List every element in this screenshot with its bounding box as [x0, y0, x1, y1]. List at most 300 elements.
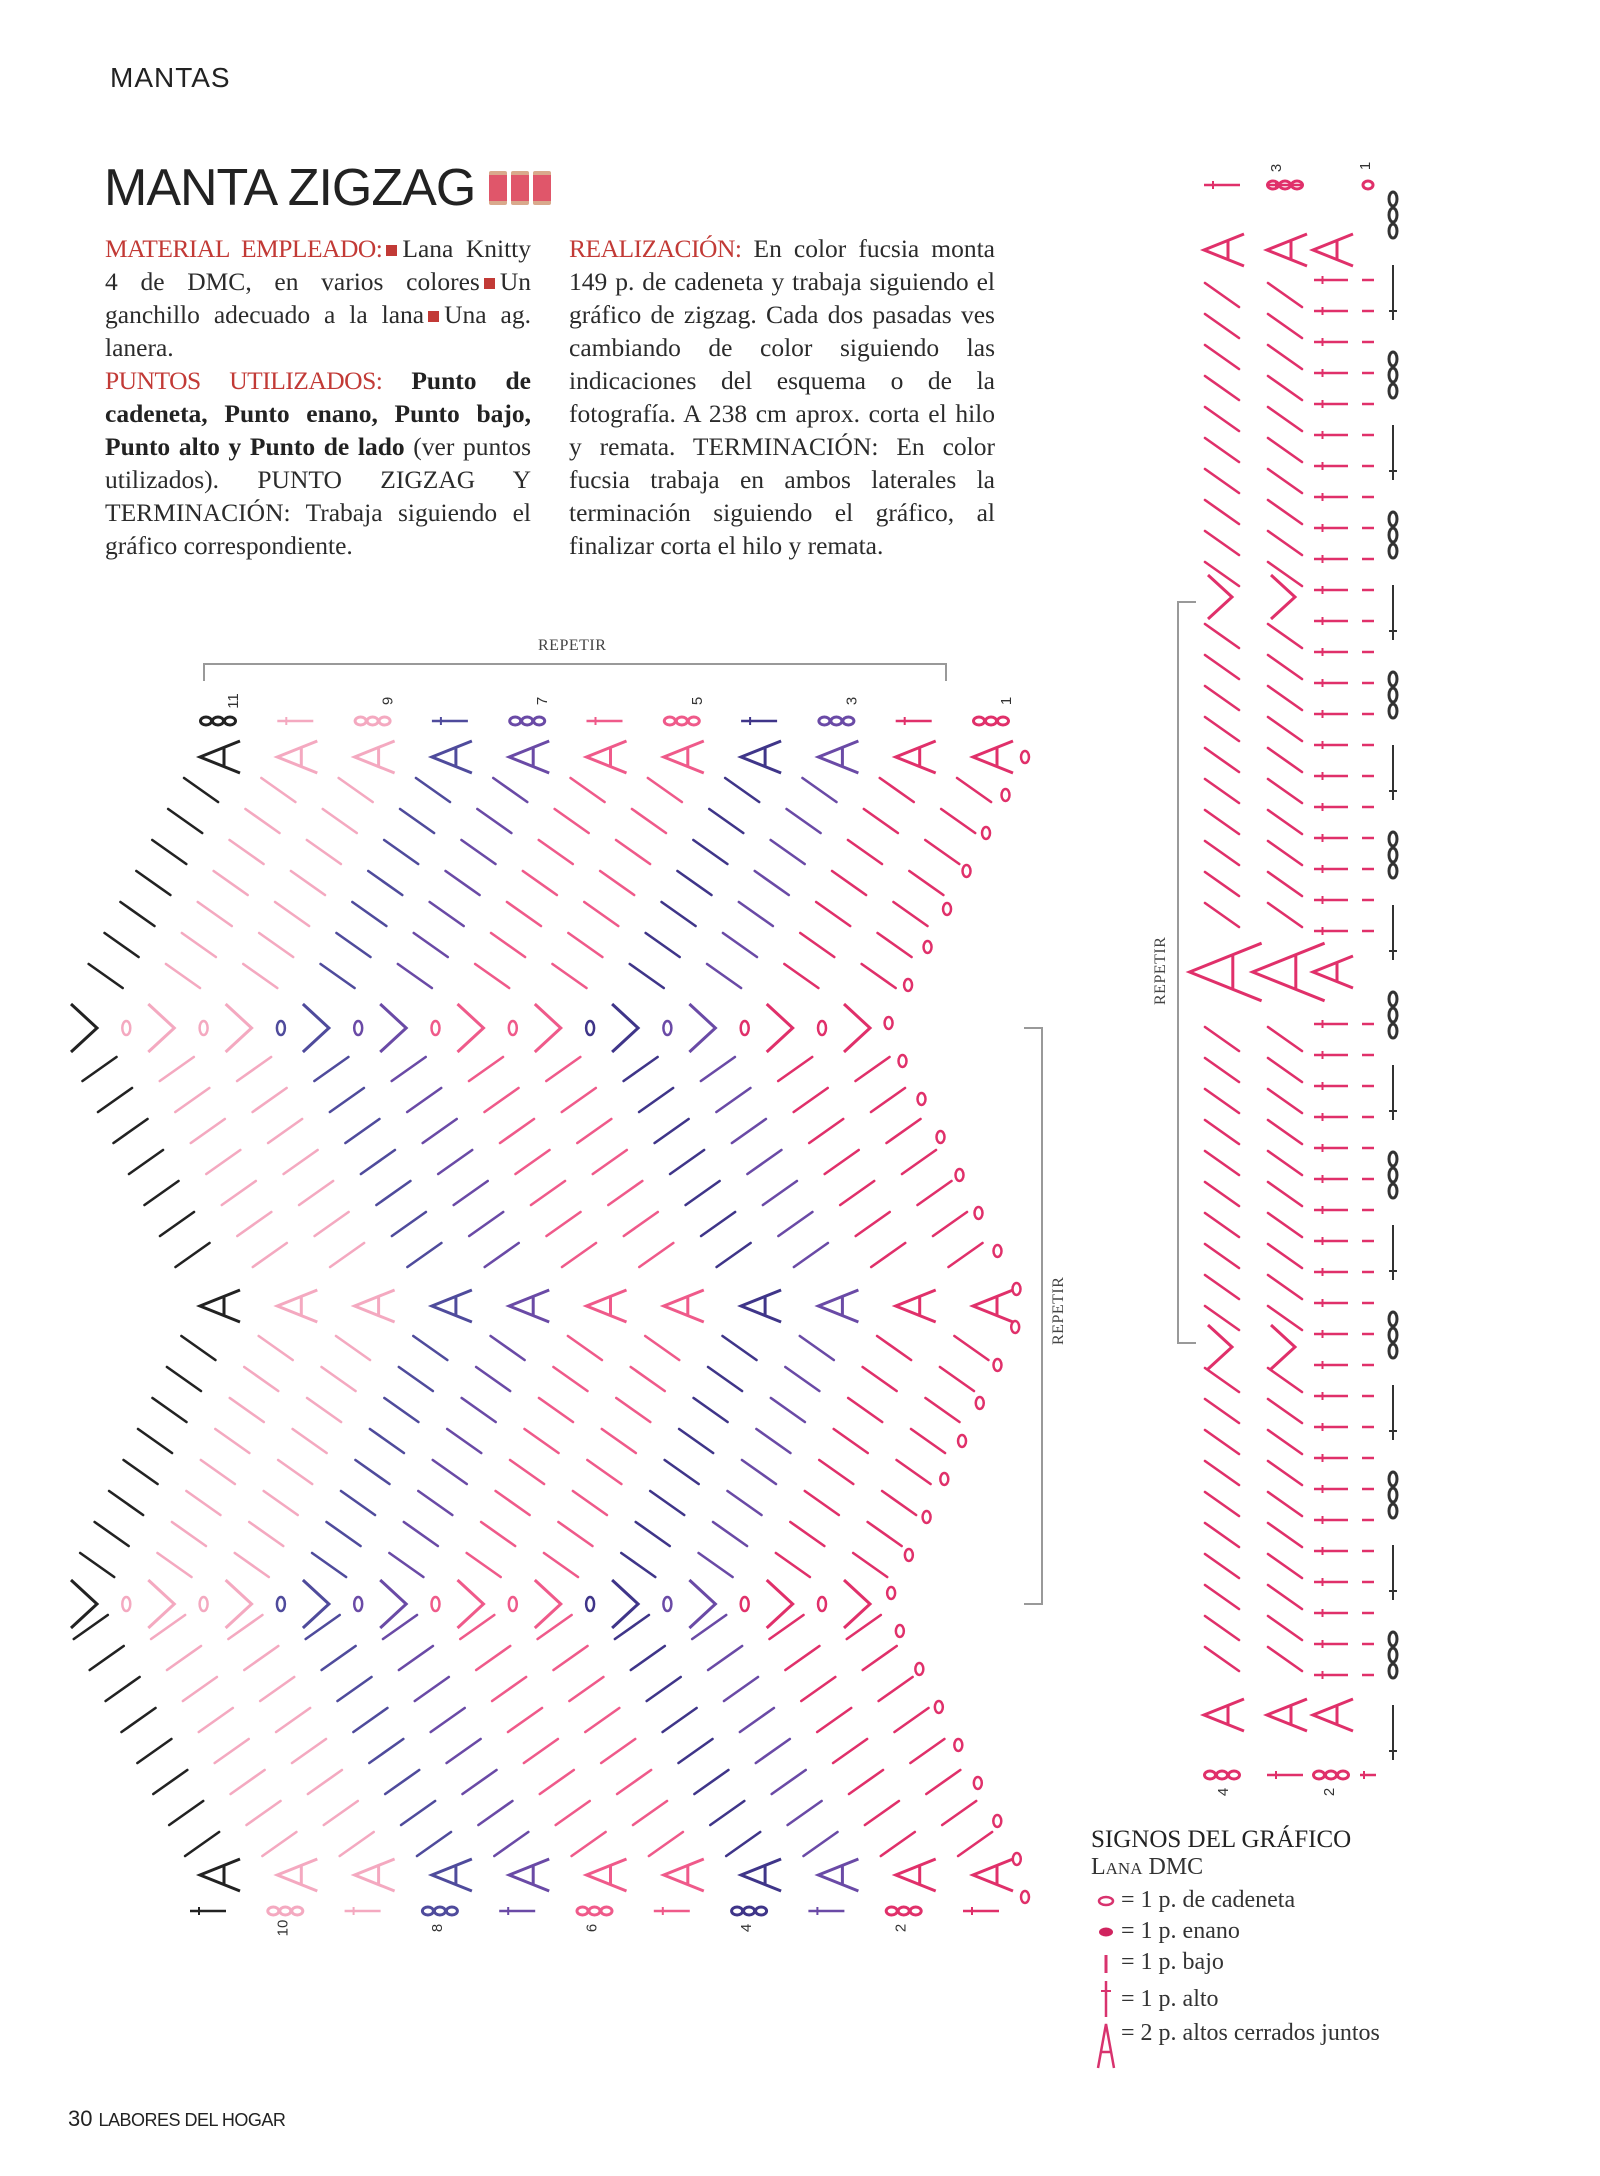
double-crochet-mark: [800, 933, 834, 957]
dc2tog-mark: [200, 741, 240, 773]
chain-stitch-mark: [915, 1663, 923, 1675]
double-crochet-mark: [784, 964, 818, 988]
row-number: 1: [998, 696, 1015, 706]
chain-stitch-mark: [1338, 1771, 1349, 1779]
chain-stitch-mark: [1389, 224, 1397, 238]
chevron-mark: [458, 1004, 484, 1052]
chain-stitch-mark: [586, 1021, 594, 1035]
double-crochet-mark: [649, 1832, 683, 1856]
double-crochet-mark: [352, 902, 386, 926]
chain-stitch-mark: [918, 1093, 926, 1105]
double-crochet-mark: [392, 1057, 426, 1081]
double-crochet-mark: [713, 1522, 747, 1546]
double-crochet-mark: [663, 1708, 697, 1732]
double-crochet-mark: [1268, 1058, 1302, 1082]
chain-stitch-mark: [422, 1907, 433, 1915]
chevron-mark: [458, 1580, 484, 1628]
chain-stitch-mark: [510, 717, 521, 725]
chain-stitch-mark: [577, 1907, 588, 1915]
row-number: 3: [843, 696, 861, 706]
double-crochet-mark: [1268, 438, 1302, 462]
material-item: Un ganchillo adecuado a la lana: [105, 267, 531, 329]
magazine-name: LABORES DEL HOGAR: [98, 2110, 286, 2130]
double-crochet-mark: [708, 1367, 742, 1391]
double-crochet-mark: [312, 1553, 346, 1577]
double-crochet-mark: [400, 809, 434, 833]
double-crochet-mark: [723, 933, 757, 957]
chain-stitch-mark: [819, 717, 830, 725]
dc2tog-mark: [277, 741, 317, 773]
double-crochet-mark: [462, 1398, 496, 1422]
double-crochet-mark: [577, 1119, 611, 1143]
legend-title: SIGNOS DEL GRÁFICO: [1091, 1826, 1352, 1853]
double-crochet-mark: [709, 809, 743, 833]
double-crochet-mark: [1268, 1523, 1302, 1547]
double-crochet-mark: [401, 1801, 435, 1825]
chain-stitch-mark: [1389, 1344, 1397, 1358]
chain-stitch-mark: [1389, 512, 1397, 526]
chain-stitch-mark: [1389, 208, 1397, 222]
chevron-mark: [767, 1004, 793, 1052]
double-crochet-mark: [692, 1615, 726, 1639]
double-crochet-mark: [95, 1522, 129, 1546]
double-crochet-mark: [679, 1429, 713, 1453]
chevron-mark: [380, 1004, 406, 1052]
chevron-mark: [612, 1004, 638, 1052]
double-crochet-mark: [646, 933, 680, 957]
chart-legend: [1091, 1826, 1380, 2068]
double-crochet-mark: [183, 1677, 217, 1701]
chain-stitch-mark: [1314, 1771, 1325, 1779]
double-crochet-mark: [74, 1615, 108, 1639]
dc2tog-mark: [896, 1290, 936, 1322]
double-crochet-mark: [404, 1522, 438, 1546]
double-crochet-mark: [507, 902, 541, 926]
double-crochet-mark: [801, 1677, 835, 1701]
double-crochet-mark: [902, 1150, 936, 1174]
row-number: 11: [225, 693, 242, 709]
dc2tog-mark: [587, 1290, 627, 1322]
double-crochet-mark: [415, 1677, 449, 1701]
chevron-mark: [612, 1580, 638, 1628]
dc2tog-mark: [664, 741, 704, 773]
double-crochet-mark: [794, 1243, 828, 1267]
double-crochet-mark: [244, 1367, 278, 1391]
double-crochet-mark: [571, 778, 605, 802]
double-crochet-mark: [323, 809, 357, 833]
chevron-mark: [844, 1580, 870, 1628]
double-crochet-mark: [562, 1243, 596, 1267]
chain-stitch-mark: [355, 717, 366, 725]
double-crochet-mark: [1205, 686, 1239, 710]
border-repeat-label: REPETIR: [1152, 936, 1169, 1005]
double-crochet-mark: [817, 1708, 851, 1732]
chain-stitch-mark: [887, 1587, 895, 1599]
chevron-mark: [1208, 575, 1232, 619]
double-crochet-mark: [361, 1150, 395, 1174]
double-crochet-mark: [152, 1398, 186, 1422]
double-crochet-mark: [1205, 1492, 1239, 1516]
chain-stitch-mark: [986, 717, 997, 725]
double-crochet-mark: [90, 1646, 124, 1670]
double-crochet-mark: [340, 1832, 374, 1856]
double-crochet-mark: [710, 1801, 744, 1825]
double-crochet-mark: [336, 1336, 370, 1360]
chain-stitch-mark: [354, 1597, 362, 1611]
double-crochet-mark: [717, 1243, 751, 1267]
dc2tog-mark: [664, 1290, 704, 1322]
double-crochet-mark: [447, 1429, 481, 1453]
dc2tog-mark: [1313, 956, 1353, 988]
double-crochet-mark: [137, 1739, 171, 1763]
double-crochet-mark: [572, 1832, 606, 1856]
double-crochet-mark: [185, 1832, 219, 1856]
double-crochet-mark: [370, 1429, 404, 1453]
double-crochet-mark: [1268, 872, 1302, 896]
dc2tog-mark: [664, 1859, 704, 1891]
double-crochet-mark: [492, 1677, 526, 1701]
double-crochet-mark: [431, 1708, 465, 1732]
double-crochet-mark: [1268, 624, 1302, 648]
dc2tog-mark: [1267, 1699, 1307, 1731]
chain-stitch-mark: [122, 1597, 130, 1611]
legend-item: [1091, 1978, 1380, 2020]
double-crochet-mark: [639, 1243, 673, 1267]
chain-stitch-mark: [522, 717, 533, 725]
double-crochet-mark: [942, 1801, 976, 1825]
double-crochet-mark: [600, 871, 634, 895]
chevron-mark: [689, 1580, 715, 1628]
material-item: Una ag. lanera.: [105, 300, 531, 362]
double-crochet-mark: [546, 1057, 580, 1081]
double-crochet-mark: [940, 1367, 974, 1391]
double-crochet-mark: [516, 1150, 550, 1174]
double-crochet-mark: [856, 1057, 890, 1081]
double-crochet-mark: [153, 1770, 187, 1794]
double-crochet-mark: [585, 1708, 619, 1732]
double-crochet-mark: [322, 1367, 356, 1391]
chevron-mark: [148, 1004, 174, 1052]
double-crochet-mark: [249, 1522, 283, 1546]
chain-stitch-mark: [940, 1473, 948, 1485]
chain-stitch-mark: [1389, 384, 1397, 398]
double-crochet-mark: [399, 1367, 433, 1391]
double-crochet-mark: [755, 871, 789, 895]
dc2tog-mark: [200, 1859, 240, 1891]
double-crochet-mark: [260, 1677, 294, 1701]
chain-stitch-mark: [1389, 704, 1397, 718]
double-crochet-mark: [494, 1832, 528, 1856]
double-crochet-mark: [608, 1181, 642, 1205]
double-crochet-mark: [469, 1212, 503, 1236]
legend-item: [1091, 1916, 1380, 1947]
double-crochet-mark: [1205, 1523, 1239, 1547]
chain-stitch-mark: [213, 717, 224, 725]
double-crochet-mark: [544, 1553, 578, 1577]
double-crochet-mark: [423, 1119, 457, 1143]
chain-stitch-mark: [1002, 789, 1010, 801]
double-crochet-mark: [555, 809, 589, 833]
double-crochet-mark: [802, 778, 836, 802]
double-crochet-mark: [686, 1181, 720, 1205]
chain-stitch-mark: [910, 1907, 921, 1915]
double-crochet-mark: [433, 1460, 467, 1484]
double-crochet-mark: [639, 1088, 673, 1112]
double-crochet-mark: [732, 1119, 766, 1143]
double-crochet-mark: [1268, 1647, 1302, 1671]
double-crochet-mark: [430, 902, 464, 926]
double-crochet-mark: [871, 1243, 905, 1267]
double-crochet-mark: [152, 840, 186, 864]
double-crochet-mark: [181, 1336, 215, 1360]
chain-stitch-mark: [201, 717, 212, 725]
double-crochet-mark: [1268, 376, 1302, 400]
puntos-heading: PUNTOS UTILIZADOS:: [105, 366, 383, 395]
dc2tog-mark: [1313, 1699, 1353, 1731]
double-crochet-mark: [327, 1522, 361, 1546]
chain-stitch-mark: [200, 1597, 208, 1611]
material-heading: MATERIAL EMPLEADO:: [105, 234, 383, 263]
double-crochet-mark: [723, 1336, 757, 1360]
double-crochet-mark: [341, 1491, 375, 1515]
double-crochet-mark: [880, 778, 914, 802]
dc2tog-icon: [1091, 2020, 1121, 2070]
double-crochet-mark: [803, 1832, 837, 1856]
double-crochet-mark: [525, 1429, 559, 1453]
double-crochet-mark: [1205, 1182, 1239, 1206]
chain-stitch-mark: [354, 1021, 362, 1035]
double-crochet-mark: [587, 1460, 621, 1484]
chain-stitch-mark: [1389, 544, 1397, 558]
double-crochet-mark: [454, 1181, 488, 1205]
double-crochet-mark: [1268, 1120, 1302, 1144]
double-crochet-mark: [151, 1615, 185, 1639]
double-crochet-mark: [1268, 283, 1302, 307]
double-crochet-mark: [1268, 1399, 1302, 1423]
chain-stitch-mark: [744, 1907, 755, 1915]
chain-stitch-mark: [1389, 1472, 1397, 1486]
chain-stitch-mark: [688, 717, 699, 725]
double-crochet-mark: [832, 871, 866, 895]
double-crochet-mark: [336, 933, 370, 957]
double-crochet-mark: [539, 1398, 573, 1422]
double-crochet-mark: [1268, 407, 1302, 431]
double-crochet-mark: [89, 964, 123, 988]
double-crochet-mark: [1205, 1058, 1239, 1082]
chevron-mark: [303, 1004, 329, 1052]
double-crochet-mark: [716, 1088, 750, 1112]
double-crochet-mark: [307, 1398, 341, 1422]
chain-stitch-mark: [943, 903, 951, 915]
chain-stitch-mark: [277, 1597, 285, 1611]
legend-label: = 2 p. altos cerrados juntos: [1121, 2020, 1380, 2046]
chain-stitch-mark: [898, 1907, 909, 1915]
double-crochet-mark: [558, 1522, 592, 1546]
double-crochet-mark: [1268, 903, 1302, 927]
double-crochet-mark: [307, 840, 341, 864]
chevron-mark: [1271, 575, 1295, 619]
double-crochet-mark: [306, 1615, 340, 1639]
double-crochet-mark: [556, 1801, 590, 1825]
double-crochet-mark: [848, 840, 882, 864]
double-crochet-mark: [747, 1150, 781, 1174]
double-crochet-mark: [726, 1832, 760, 1856]
double-crochet-mark: [1268, 686, 1302, 710]
chain-stitch-mark: [663, 1597, 671, 1611]
double-crochet-mark: [259, 1336, 293, 1360]
double-crochet-mark: [881, 1832, 915, 1856]
double-crochet-mark: [1205, 1585, 1239, 1609]
chain-stitch-mark: [1389, 864, 1397, 878]
chain-stitch-mark: [976, 1397, 984, 1409]
double-crochet-mark: [1205, 438, 1239, 462]
double-crochet-mark: [160, 1212, 194, 1236]
double-crochet-mark: [552, 964, 586, 988]
double-crochet-mark: [694, 1398, 728, 1422]
double-crochet-mark: [1268, 500, 1302, 524]
chevron-mark: [535, 1004, 561, 1052]
double-crochet-mark: [740, 1708, 774, 1732]
chain-stitch-mark: [509, 1597, 517, 1611]
double-crochet-mark: [562, 1088, 596, 1112]
double-crochet-mark: [1205, 531, 1239, 555]
chain-stitch-mark: [896, 1625, 904, 1637]
double-crochet-mark: [172, 1522, 206, 1546]
double-crochet-mark: [568, 1336, 602, 1360]
double-crochet-mark: [491, 1336, 525, 1360]
double-crochet-mark: [383, 1615, 417, 1639]
double-crochet-mark: [475, 964, 509, 988]
double-crochet-mark: [416, 778, 450, 802]
double-crochet-mark: [1268, 1368, 1302, 1392]
double-crochet-mark: [245, 809, 279, 833]
double-crochet-mark: [199, 1708, 233, 1732]
chain-stitch-mark: [975, 1207, 983, 1219]
double-crochet-mark: [725, 778, 759, 802]
legend-label: = 1 p. alto: [1121, 1985, 1219, 2012]
double-crochet-mark: [109, 1491, 143, 1515]
double-crochet-mark: [1268, 469, 1302, 493]
dc2tog-mark: [587, 1859, 627, 1891]
double-crochet-mark: [355, 1460, 389, 1484]
chain-stitch-mark: [1389, 1328, 1397, 1342]
double-crochet-mark: [1268, 1182, 1302, 1206]
double-crochet-mark: [237, 1212, 271, 1236]
double-crochet-mark: [645, 1336, 679, 1360]
double-crochet-mark: [925, 1398, 959, 1422]
double-crochet-mark: [648, 778, 682, 802]
double-crochet-mark: [819, 1460, 853, 1484]
double-crochet-mark: [1205, 283, 1239, 307]
chain-stitch-mark: [1021, 751, 1029, 763]
double-crochet-mark: [926, 1770, 960, 1794]
double-crochet-mark: [186, 1491, 220, 1515]
double-crochet-mark: [1205, 872, 1239, 896]
double-crochet-mark: [1205, 748, 1239, 772]
double-crochet-mark: [120, 902, 154, 926]
chain-stitch-mark: [225, 717, 236, 725]
chain-stitch-mark: [534, 717, 545, 725]
double-crochet-mark: [467, 1553, 501, 1577]
page-number: 30: [68, 2106, 93, 2131]
double-crochet-mark: [385, 1770, 419, 1794]
chain-stitch-mark: [741, 1597, 749, 1611]
double-crochet-mark: [244, 1646, 278, 1670]
dc2tog-mark: [818, 1859, 858, 1891]
chevron-mark: [844, 1004, 870, 1052]
double-crochet-mark: [650, 1491, 684, 1515]
repeat-bracket-top: [204, 664, 946, 681]
double-crochet-mark: [1205, 1461, 1239, 1485]
double-crochet-mark: [925, 840, 959, 864]
double-crochet-mark: [882, 1491, 916, 1515]
chain-stitch-mark: [1389, 192, 1397, 206]
double-crochet-mark: [469, 1057, 503, 1081]
chain-stitch-mark: [956, 1169, 964, 1181]
double-crochet-mark: [911, 1429, 945, 1453]
double-crochet-mark: [662, 902, 696, 926]
double-crochet-mark: [1205, 1151, 1239, 1175]
row-number: 6: [583, 1923, 601, 1933]
double-crochet-mark: [261, 778, 295, 802]
double-crochet-mark: [636, 1522, 670, 1546]
double-crochet-mark: [523, 871, 557, 895]
double-crochet-mark: [176, 1243, 210, 1267]
double-crochet-mark: [1268, 1585, 1302, 1609]
dc2tog-mark: [277, 1859, 317, 1891]
double-crochet-mark: [699, 1553, 733, 1577]
double-crochet-mark: [493, 778, 527, 802]
chevron-mark: [148, 1580, 174, 1628]
chain-stitch-mark: [1389, 1488, 1397, 1502]
double-crochet-mark: [398, 964, 432, 988]
chain-stitch-mark: [993, 1359, 1001, 1371]
double-crochet-mark: [887, 1119, 921, 1143]
chain-stitch-mark: [905, 1549, 913, 1561]
double-crochet-mark: [724, 1677, 758, 1701]
double-crochet-mark: [1268, 1492, 1302, 1516]
double-crochet-mark: [262, 1832, 296, 1856]
double-crochet-mark: [941, 809, 975, 833]
dc2tog-mark: [355, 1859, 395, 1891]
double-crochet-mark: [602, 1429, 636, 1453]
double-crochet-mark: [694, 1770, 728, 1794]
chain-stitch-mark: [974, 1777, 982, 1789]
double-crochet-mark: [461, 840, 495, 864]
double-crochet-mark: [568, 933, 602, 957]
double-crochet-mark: [446, 871, 480, 895]
double-crochet-mark: [314, 1057, 348, 1081]
double-crochet-mark: [330, 1088, 364, 1112]
double-crochet-mark: [894, 1708, 928, 1732]
double-crochet-mark: [809, 1119, 843, 1143]
double-crochet-mark: [800, 1336, 834, 1360]
double-crochet-mark: [264, 1491, 298, 1515]
double-crochet-mark: [617, 1770, 651, 1794]
chain-stitch-mark: [1389, 1024, 1397, 1038]
chain-stitch-mark: [200, 1021, 208, 1035]
legend-subtitle: Lana DMC: [1091, 1854, 1204, 1880]
double-crochet-mark: [1268, 748, 1302, 772]
double-crochet-mark: [478, 1801, 512, 1825]
double-crochet-mark: [897, 1460, 931, 1484]
chevron-mark: [380, 1580, 406, 1628]
double-crochet-mark: [496, 1491, 530, 1515]
double-crochet-mark: [166, 964, 200, 988]
double-crochet-mark: [1205, 841, 1239, 865]
double-crochet-mark: [376, 1181, 410, 1205]
double-crochet-mark: [1205, 1647, 1239, 1671]
